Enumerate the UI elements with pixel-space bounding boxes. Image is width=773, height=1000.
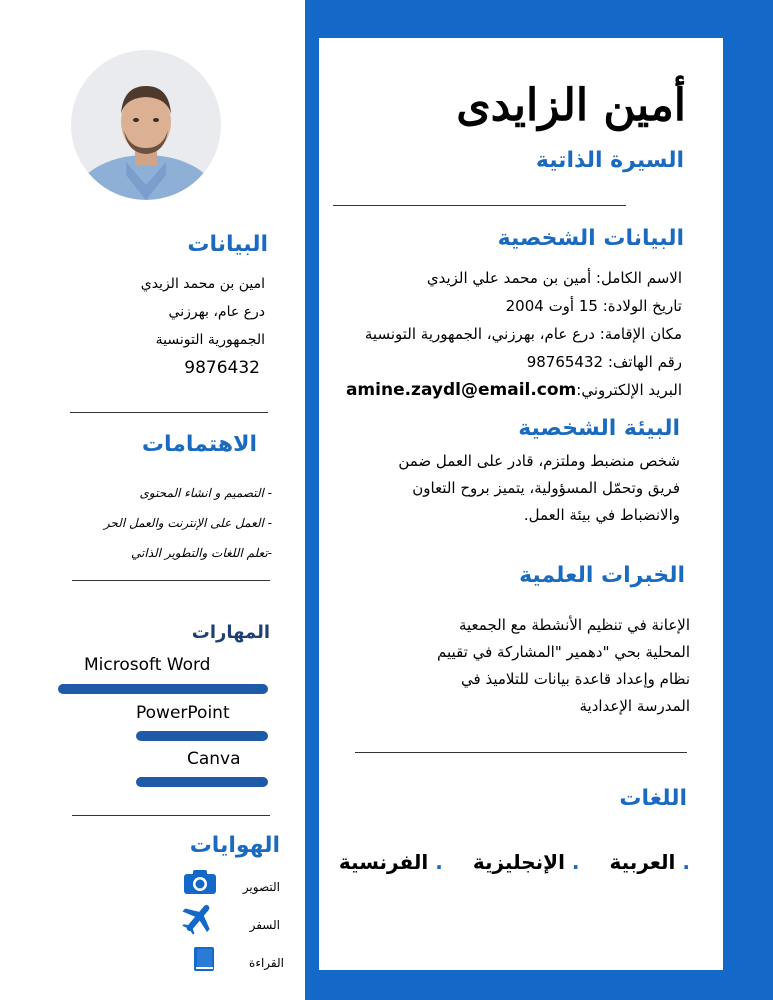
- language-item: [339, 850, 443, 874]
- interest-item: -تعلم اللغات والتطوير الذاتي: [131, 546, 272, 560]
- sidebar-data-lines: [60, 270, 265, 382]
- personal-birthdate: تاريخ الولادة: 15 أوت 2004: [505, 297, 682, 315]
- environment-line: والانضباط في بيئة العمل.: [523, 506, 680, 524]
- skill-label-canva: Canva: [187, 749, 241, 769]
- experience-line: الإعانة في تنظيم الأنشطة مع الجمعية: [458, 616, 690, 634]
- hobby-photography: التصوير: [242, 880, 280, 894]
- sidebar-interests-list: [50, 478, 272, 568]
- environment-line: شخص منضبط وملتزم، قادر على العمل ضمن: [398, 452, 680, 470]
- languages-heading: اللغات: [619, 786, 687, 811]
- sidebar-data-heading: البيانات: [187, 232, 268, 257]
- personal-email-label: البريد الإلكتروني:: [576, 381, 682, 399]
- interest-item: - العمل على الإنترنت والعمل الحر: [103, 516, 272, 530]
- language-bullet: .: [682, 850, 690, 874]
- personal-email-row: [322, 376, 682, 404]
- environment-line: فريق وتحمّل المسؤولية، يتميز بروح التعاون: [412, 479, 680, 497]
- skill-label-powerpoint: PowerPoint: [136, 703, 230, 723]
- book-icon: [192, 946, 216, 976]
- skill-label-word: Microsoft Word: [84, 655, 211, 675]
- sidebar-divider-1: [70, 412, 268, 413]
- personal-residence: مكان الإقامة: درع عام، بهرزني، الجمهورية التونسية: [364, 325, 682, 343]
- personal-fullname: الاسم الكامل: أمين بن محمد علي الزيدي: [426, 269, 682, 287]
- language-item: [610, 850, 690, 874]
- languages-list: [330, 850, 690, 874]
- experience-text: [410, 612, 690, 720]
- personal-phone: رقم الهاتف: 98765432: [526, 353, 682, 371]
- sidebar-data-address: درع عام، بهرزني: [168, 304, 265, 320]
- experience-line: المحلية بحي "دهمير "المشاركة في تقييم: [437, 643, 690, 661]
- title-divider: [333, 205, 626, 206]
- skill-bar-word: [58, 684, 268, 694]
- experience-line: نظام وإعداد قاعدة بيانات للتلاميذ في: [461, 670, 690, 688]
- top-accent-bar: [305, 0, 773, 38]
- hobby-reading: القراءة: [249, 956, 284, 970]
- personal-details: [322, 264, 682, 404]
- personal-heading: البيانات الشخصية: [497, 226, 684, 251]
- bottom-accent-bar: [305, 970, 773, 1000]
- page-subtitle: السيرة الذاتية: [535, 148, 684, 173]
- language-arabic: العربية: [609, 850, 676, 874]
- language-bullet: .: [435, 850, 443, 874]
- experience-divider: [355, 752, 687, 753]
- environment-heading: البيئة الشخصية: [518, 416, 680, 441]
- skill-bar-powerpoint: [136, 731, 268, 741]
- experience-heading: الخبرات العلمية: [519, 563, 685, 588]
- sidebar-hobbies-heading: الهوايات: [189, 833, 280, 858]
- left-accent-strip: [305, 0, 319, 1000]
- environment-text: [360, 448, 680, 529]
- sidebar-skills-heading: المهارات: [191, 622, 270, 643]
- sidebar-divider-2: [72, 580, 270, 581]
- sidebar-divider-3: [72, 815, 270, 816]
- sidebar-interests-heading: الاهتمامات: [141, 432, 257, 457]
- personal-email[interactable]: amine.zaydl@email.com: [345, 380, 577, 400]
- page-title: أمين الزايدى: [456, 80, 686, 131]
- skill-bar-canva: [136, 777, 268, 787]
- sidebar-data-name: امين بن محمد الزيدي: [140, 276, 265, 292]
- experience-line: المدرسة الإعدادية: [579, 697, 690, 715]
- right-accent-bar: [723, 0, 773, 1000]
- sidebar-data-country: الجمهورية التونسية: [155, 332, 265, 348]
- hobby-travel: السفر: [249, 918, 280, 932]
- language-bullet: .: [571, 850, 580, 874]
- language-item: [473, 850, 580, 874]
- language-english: الإنجليزية: [472, 850, 565, 874]
- interest-item: - التصميم و انشاء المحتوى: [139, 486, 272, 500]
- language-french: الفرنسية: [338, 850, 429, 874]
- profile-photo: [71, 50, 221, 200]
- sidebar-data-phone: 9876432: [184, 358, 260, 378]
